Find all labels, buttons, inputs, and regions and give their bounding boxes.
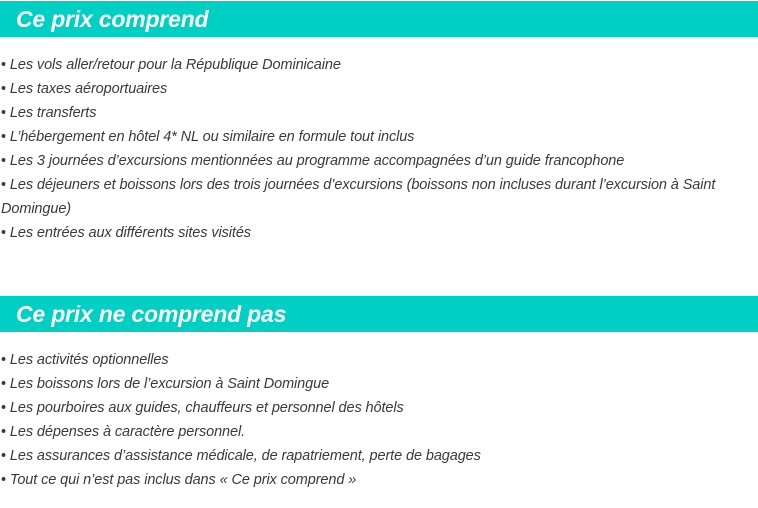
list-item — [1, 396, 751, 420]
list-item — [1, 348, 751, 372]
bullet-icon: • — [1, 105, 6, 121]
excluded-list — [1, 348, 751, 492]
list-item-text: Les 3 journées d’excursions mentionnées au programme accompagnées d’un guide francophone — [9, 153, 625, 169]
bullet-icon: • — [1, 129, 6, 145]
list-item-text: Les assurances d’assistance médicale, de rapatriement, perte de bagages — [9, 448, 481, 464]
list-item-text: Les vols aller/retour pour la République Dominicaine — [9, 57, 341, 73]
bullet-icon: • — [1, 400, 6, 416]
list-item — [1, 125, 751, 149]
list-item — [1, 221, 751, 245]
list-item — [1, 420, 751, 444]
list-item — [1, 468, 751, 492]
included-list — [1, 53, 751, 245]
section-title-included: Ce prix comprend — [0, 1, 758, 37]
list-item — [1, 444, 751, 468]
bullet-icon: • — [1, 81, 6, 97]
section-title-excluded: Ce prix ne comprend pas — [0, 296, 758, 332]
bullet-icon: • — [1, 376, 6, 392]
bullet-icon: • — [1, 57, 6, 73]
bullet-icon: • — [1, 177, 6, 193]
list-item-text: Les activités optionnelles — [9, 352, 169, 368]
list-item-text: Les pourboires aux guides, chauffeurs et personnel des hôtels — [9, 400, 404, 416]
list-item-text: Les taxes aéroportuaires — [9, 81, 168, 97]
bullet-icon: • — [1, 448, 6, 464]
list-item — [1, 77, 751, 101]
bullet-icon: • — [1, 153, 6, 169]
list-item-text: Tout ce qui n’est pas inclus dans « Ce prix comprend » — [9, 472, 357, 488]
list-item — [1, 173, 751, 221]
list-item — [1, 372, 751, 396]
list-item-text: Les entrées aux différents sites visités — [9, 225, 251, 241]
bullet-icon: • — [1, 424, 6, 440]
list-item — [1, 101, 751, 125]
list-item-text: Les boissons lors de l’excursion à Saint Domingue — [9, 376, 330, 392]
bullet-icon: • — [1, 472, 6, 488]
list-item-text: L’hébergement en hôtel 4* NL ou similaire en formule tout inclus — [9, 129, 415, 145]
bullet-icon: • — [1, 352, 6, 368]
list-item-text: Les transferts — [9, 105, 97, 121]
list-item — [1, 149, 751, 173]
list-item-text: Les déjeuners et boissons lors des trois journées d’excursions (boissons non incluses durant l’excursion à Saint Domingue) — [1, 177, 716, 217]
list-item-text: Les dépenses à caractère personnel. — [9, 424, 246, 440]
bullet-icon: • — [1, 225, 6, 241]
list-item — [1, 53, 751, 77]
